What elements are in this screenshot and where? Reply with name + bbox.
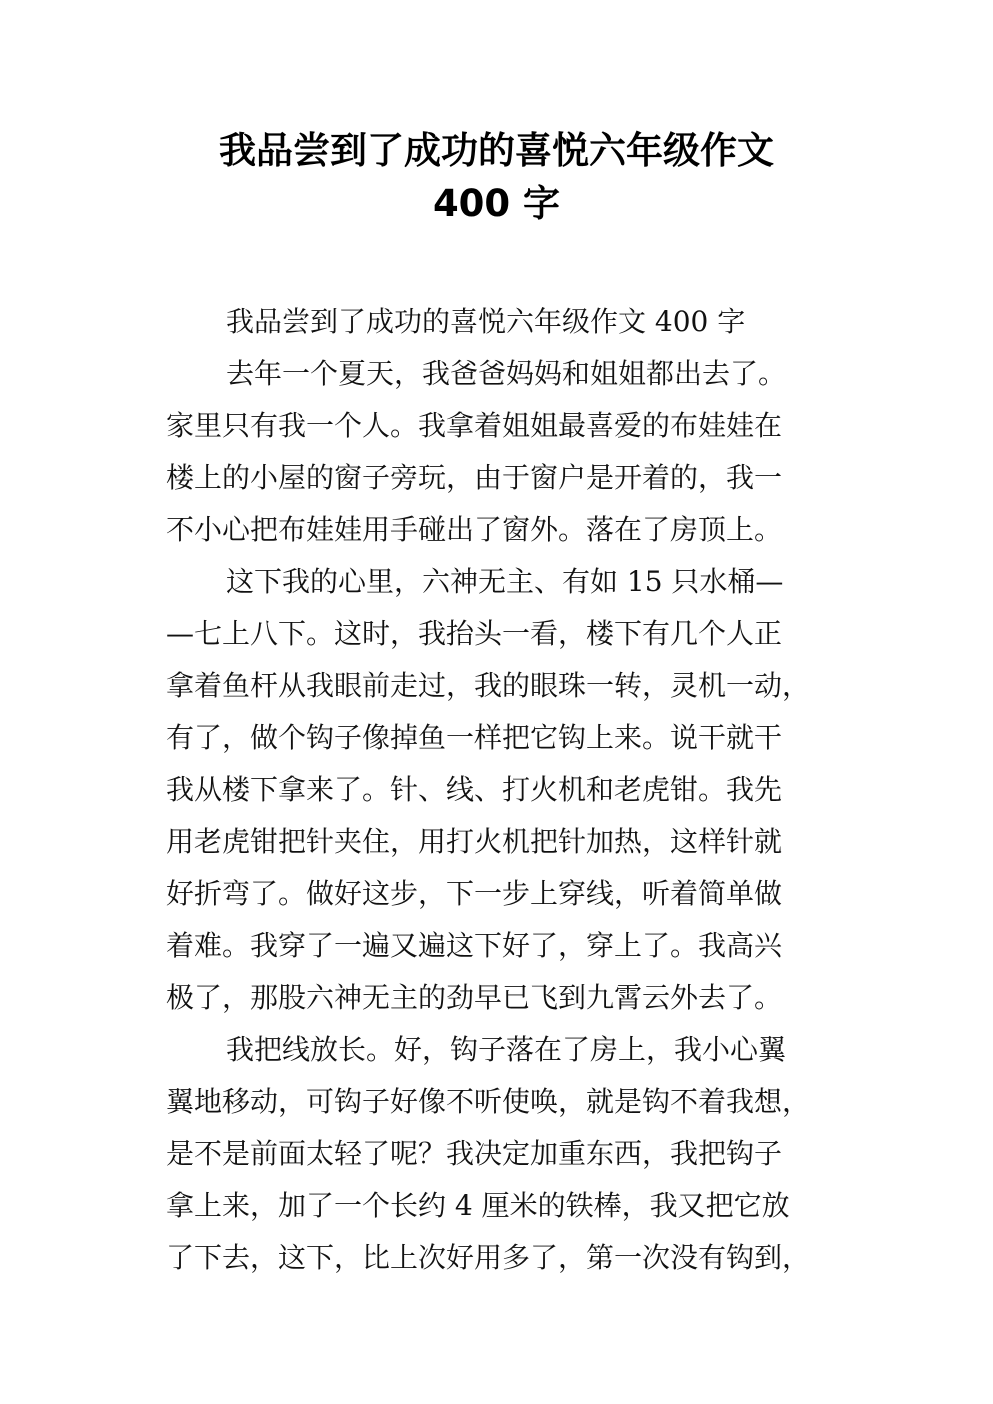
body-line: 楼上的小屋的窗子旁玩，由于窗户是开着的，我一 bbox=[166, 461, 783, 494]
body-line: 家里只有我一个人。我拿着姐姐最喜爱的布娃娃在 bbox=[166, 409, 783, 442]
essay-body bbox=[166, 296, 846, 1284]
body-line: 我品尝到了成功的喜悦六年级作文 400 字 bbox=[226, 305, 746, 338]
body-line: 了下去，这下，比上次好用多了，第一次没有钩到， bbox=[166, 1241, 811, 1274]
body-line: 这下我的心里，六神无主、有如 15 只水桶— bbox=[226, 565, 784, 598]
body-line: —七上八下。这时，我抬头一看，楼下有几个人正 bbox=[166, 617, 783, 650]
body-line: 不小心把布娃娃用手碰出了窗外。落在了房顶上。 bbox=[166, 513, 783, 546]
body-line: 用老虎钳把针夹住，用打火机把针加热，这样针就 bbox=[166, 825, 783, 858]
body-line: 有了，做个钩子像掉鱼一样把它钩上来。说干就干 bbox=[166, 721, 783, 754]
body-line: 拿上来，加了一个长约 4 厘米的铁棒，我又把它放 bbox=[166, 1189, 790, 1222]
body-line: 着难。我穿了一遍又遍这下好了，穿上了。我高兴 bbox=[166, 929, 783, 962]
body-line: 拿着鱼杆从我眼前走过，我的眼珠一转，灵机一动， bbox=[166, 669, 811, 702]
body-line: 是不是前面太轻了呢？我决定加重东西，我把钩子 bbox=[166, 1137, 783, 1170]
body-line: 去年一个夏天，我爸爸妈妈和姐姐都出去了。 bbox=[226, 357, 787, 390]
body-line: 极了，那股六神无主的劲早已飞到九霄云外去了。 bbox=[166, 981, 783, 1014]
title-line-1: 我品尝到了成功的喜悦六年级作文 bbox=[219, 129, 774, 172]
document-title bbox=[0, 124, 993, 230]
body-line: 翼地移动，可钩子好像不听使唤，就是钩不着我想， bbox=[166, 1085, 811, 1118]
body-line: 我把线放长。好，钩子落在了房上，我小心翼 bbox=[226, 1033, 787, 1066]
title-line-2: 400 字 bbox=[432, 182, 561, 225]
body-line: 好折弯了。做好这步，下一步上穿线，听着简单做 bbox=[166, 877, 783, 910]
body-line: 我从楼下拿来了。针、线、打火机和老虎钳。我先 bbox=[166, 773, 783, 806]
